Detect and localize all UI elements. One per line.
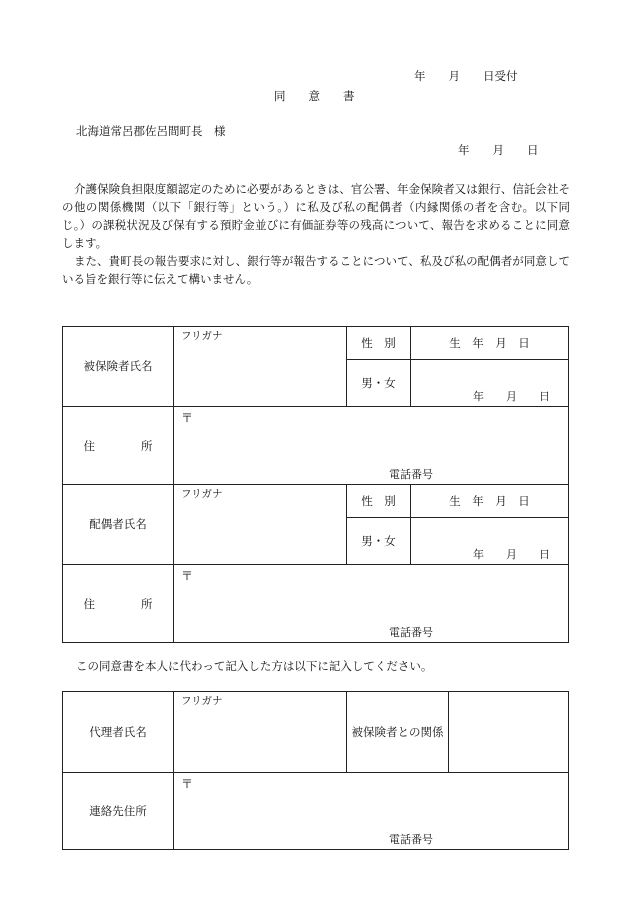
spouse-name-label: 配偶者氏名 <box>89 517 147 531</box>
insured-spouse-form <box>62 326 569 643</box>
proxy-name-label-cell <box>63 692 174 773</box>
phone-label: 電話番号 <box>389 468 433 481</box>
spouse-sex-options: 男・女 <box>361 534 396 548</box>
address-label: 住 所 <box>83 438 153 453</box>
consent-paragraph-2: また、貴町長の報告要求に対し、銀行等が報告することについて、私及び私の配偶者が同意している旨を銀行等に伝えて構いません。 <box>62 254 570 286</box>
proxy-postal-mark: 〒 <box>181 777 194 791</box>
address-label-cell <box>63 407 174 485</box>
spouse-sex-label-cell <box>347 485 411 518</box>
sex-option-cell[interactable] <box>347 360 411 407</box>
received-date: 年 月 日受付 <box>414 69 518 83</box>
insured-name-field[interactable] <box>174 327 347 407</box>
birth-label-cell <box>411 327 569 360</box>
relation-label: 被保険者との関係 <box>351 725 444 739</box>
birth-date-format: 年 月 日 <box>473 390 550 403</box>
spouse-postal-mark: 〒 <box>181 569 194 583</box>
document-title: 同 意 書 <box>274 89 355 103</box>
sex-label: 性 別 <box>361 336 396 350</box>
sex-label-cell <box>347 327 411 360</box>
spouse-birth-date-field[interactable] <box>411 518 569 565</box>
consent-paragraph-1: 介護保険負担限度額認定のために必要があるときは、官公署、年金保険者又は銀行、信託会社その他の関係機関（以下「銀行等」という。）に私及び私の配偶者（内縁関係の者を含む。以下同じ。）の課税状況及び保有する預貯金並びに有価証券等の残高について、報告を求めることに同意します。 <box>62 182 570 250</box>
proxy-form <box>62 691 569 850</box>
spouse-birth-date-format: 年 月 日 <box>473 548 550 561</box>
spouse-birth-date-label: 生 年 月 日 <box>449 494 530 508</box>
spouse-address-label-cell <box>63 565 174 643</box>
birth-date-label: 生 年 月 日 <box>449 336 530 350</box>
proxy-furigana-label: フリガナ <box>181 695 223 707</box>
addressee: 北海道常呂郡佐呂間町長 様 <box>76 124 226 138</box>
sex-options: 男・女 <box>361 376 396 390</box>
relation-field[interactable] <box>449 692 569 773</box>
birth-date-field[interactable] <box>411 360 569 407</box>
spouse-furigana-label: フリガナ <box>181 488 223 500</box>
contact-address-field[interactable] <box>174 773 569 850</box>
proxy-phone-label: 電話番号 <box>389 833 433 846</box>
contact-address-label-cell <box>63 773 174 850</box>
spouse-phone-label: 電話番号 <box>389 626 433 639</box>
insured-name-label-cell <box>63 327 174 407</box>
proxy-instruction: この同意書を本人に代わって記入した方は以下に記入してください。 <box>76 659 433 673</box>
spouse-sex-label: 性 別 <box>361 494 396 508</box>
consent-body <box>62 180 570 288</box>
spouse-sex-option-cell[interactable] <box>347 518 411 565</box>
spouse-address-field[interactable] <box>174 565 569 643</box>
spouse-address-label: 住 所 <box>83 596 153 611</box>
contact-address-label: 連絡先住所 <box>89 804 147 818</box>
spouse-name-field[interactable] <box>174 485 347 565</box>
document-date: 年 月 日 <box>458 143 539 157</box>
relation-label-cell <box>347 692 449 773</box>
proxy-name-label: 代理者氏名 <box>89 725 147 739</box>
furigana-label: フリガナ <box>181 330 223 342</box>
spouse-name-label-cell <box>63 485 174 565</box>
address-field[interactable] <box>174 407 569 485</box>
proxy-name-field[interactable] <box>174 692 347 773</box>
insured-name-label: 被保険者氏名 <box>83 359 153 373</box>
postal-mark: 〒 <box>181 411 194 425</box>
spouse-birth-label-cell <box>411 485 569 518</box>
